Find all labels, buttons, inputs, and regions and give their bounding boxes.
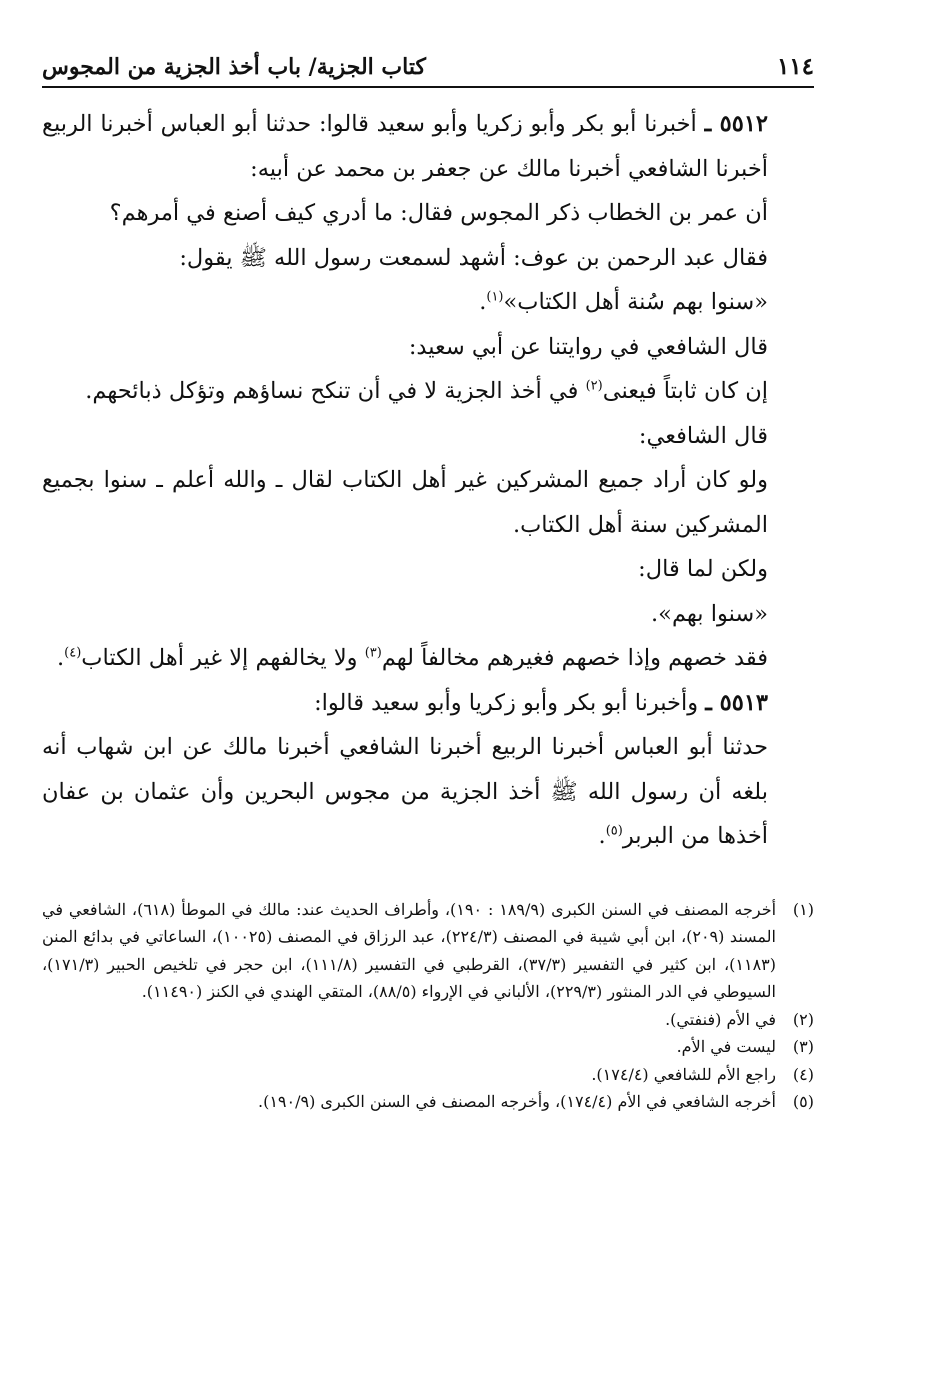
footnote-text: أخرجه الشافعي في الأم (١٧٤/٤)، وأخرجه المصنف في السنن الكبرى (١٩٠/٩). — [258, 1092, 776, 1111]
paragraph: فقال عبد الرحمن بن عوف: أشهد لسمعت رسول الله ﷺ يقول: — [179, 244, 768, 271]
footnote — [42, 1061, 814, 1089]
paragraph — [42, 636, 814, 681]
footnote-number: (٢) — [792, 1009, 814, 1029]
page-header — [42, 40, 814, 80]
footnote-number: (٣) — [792, 1037, 814, 1056]
footnote-ref[interactable]: (٣) — [364, 645, 382, 661]
header-rule — [42, 86, 814, 88]
footnote-ref[interactable]: (١) — [486, 289, 504, 305]
hadith-number: ٥٥١٣ ـ — [705, 689, 768, 716]
quote-text: «سنوا بهم سُنة أهل الكتاب» — [503, 289, 768, 315]
paragraph: ولو كان أراد جميع المشركين غير أهل الكتاب لقال ـ والله أعلم ـ سنوا بجميع المشركين سنة أهل الكتاب. — [42, 467, 768, 538]
footnote-ref[interactable]: (٤) — [64, 645, 82, 661]
hadith-5513 — [42, 681, 814, 726]
footnote — [42, 1006, 814, 1034]
paragraph: وأخبرنا أبو بكر وأبو زكريا وأبو سعيد قالوا: — [314, 689, 699, 716]
footnotes — [42, 896, 814, 1116]
punct: . — [598, 823, 606, 849]
paragraph: ولكن لما قال: — [638, 556, 768, 582]
footnote-number: (١) — [792, 899, 814, 919]
footnote-text: راجع الأم للشافعي (١٧٤/٤). — [591, 1064, 776, 1084]
main-text — [42, 102, 814, 859]
hadith-5512 — [42, 102, 814, 191]
footnote-number: (٤) — [792, 1064, 814, 1084]
text-part: إن كان ثابتاً فيعنى — [602, 378, 768, 404]
punct: . — [479, 289, 487, 315]
text-part: في أخذ الجزية لا في أن تنكح نساؤهم وتؤكل ذبائحهم. — [85, 378, 586, 404]
footnote-ref[interactable]: (٥) — [605, 823, 623, 839]
footnote-separator — [42, 885, 814, 886]
paragraph: أخبرنا أبو بكر وأبو زكريا وأبو سعيد قالوا: حدثنا أبو العباس أخبرنا الربيع أخبرنا الشافعي أخبرنا مالك عن جعفر بن محمد عن أبيه: — [42, 111, 768, 182]
paragraph: أن عمر بن الخطاب ذكر المجوس فقال: ما أدري كيف أصنع في أمرهم؟ — [109, 200, 768, 226]
hadith-number: ٥٥١٢ ـ — [704, 111, 768, 137]
running-title: كتاب الجزية/ باب أخذ الجزية من المجوس — [42, 54, 426, 80]
footnote-ref[interactable]: (٢) — [585, 378, 603, 394]
text-part: حدثنا أبو العباس أخبرنا الربيع أخبرنا الشافعي أخبرنا مالك عن ابن شهاب أنه بلغه أن رسول الله ﷺ أخذ الجزية من مجوس البحرين وأن عثمان بن عفان أخذها من البربر — [42, 734, 768, 849]
footnote — [42, 896, 814, 1006]
footnote-number: (٥) — [792, 1092, 814, 1111]
footnote — [42, 1088, 814, 1116]
footnote-text: في الأم (فنفتي). — [665, 1009, 776, 1029]
footnote — [42, 1033, 814, 1061]
book-page — [42, 40, 814, 1116]
paragraph: «سنوا بهم». — [651, 600, 768, 627]
paragraph: قال الشافعي: — [638, 422, 768, 449]
paragraph: قال الشافعي في روايتنا عن أبي سعيد: — [408, 333, 768, 360]
punct: . — [56, 645, 65, 671]
page-number: ١١٤ — [776, 53, 814, 80]
text-part: ولا يخالفهم إلا غير أهل الكتاب — [81, 645, 365, 671]
footnote-text: أخرجه المصنف في السنن الكبرى (١٨٩/٩ : ١٩٠)، وأطراف الحديث عند: مالك في الموطأ (٦١٨)، الشافعي في المسند (٢٠٩)، ابن أبي شيبة في المصنف (٢٢٤/٣)، عبد الرزاق في المصنف (١٠٠٢٥)، الساعاتي في بدائع المنن (١١٨٣)، ابن كثير في التفسير (٣٧/٣)، القرطبي في التفسير (١١١/٨)، ابن حجر في تلخيص الحبير (١٧١/٣)، السيوطي في الدر المنثور (٢٢٩/٣)، الألباني في الإرواء (٨٨/٥)، المتقي الهندي في الكنز (١١٤٩٠). — [42, 899, 777, 1001]
paragraph — [42, 280, 814, 325]
paragraph — [42, 725, 814, 859]
text-part: فقد خصهم وإذا خصهم فغيرهم مخالفاً لهم — [381, 645, 768, 671]
paragraph — [42, 369, 814, 414]
footnote-text: ليست في الأم. — [676, 1037, 776, 1056]
